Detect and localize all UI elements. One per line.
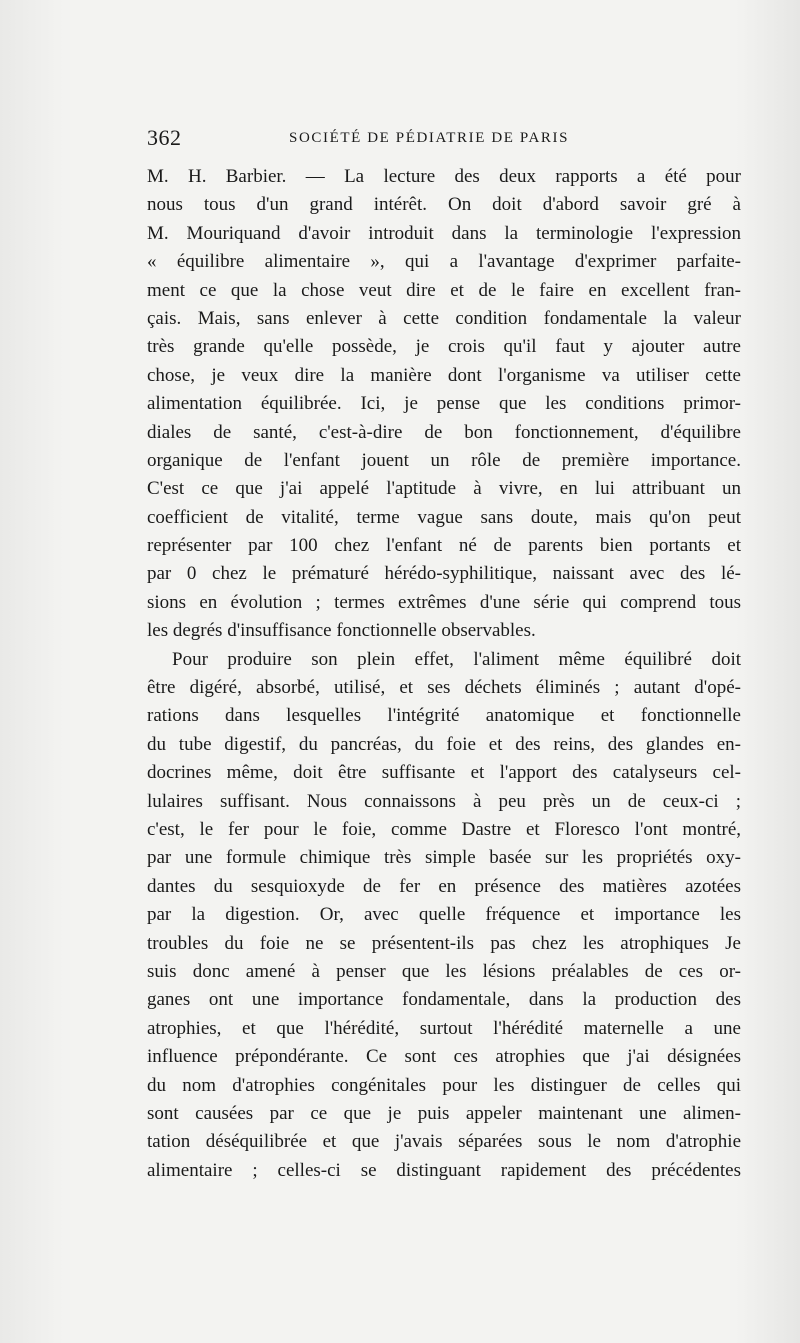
text-line: coefficient de vitalité, terme vague sans doute, mais qu'on peut (147, 506, 741, 528)
text-line: par 0 chez le prématuré hérédo-syphilitique, naissant avec des lé- (147, 563, 741, 585)
text-line: docrines même, doit être suffisante et l'apport des catalyseurs cel- (147, 762, 741, 784)
text-line: lulaires suffisant. Nous connaissons à peu près un de ceux-ci ; (147, 790, 741, 812)
text-line: nous tous d'un grand intérêt. On doit d'abord savoir gré à (147, 194, 741, 216)
text-line: atrophies, et que l'hérédité, surtout l'hérédité maternelle a une (147, 1017, 741, 1039)
text-line: « équilibre alimentaire », qui a l'avantage d'exprimer parfaite- (147, 251, 741, 273)
text-line: très grande qu'elle possède, je crois qu'il faut y ajouter autre (147, 336, 741, 358)
running-head: SOCIÉTÉ DE PÉDIATRIE DE PARIS (289, 130, 570, 146)
text-line: du nom d'atrophies congénitales pour les distinguer de celles qui (147, 1074, 741, 1096)
text-line: les degrés d'insuffisance fonctionnelle observables. (147, 620, 536, 642)
text-line: être digéré, absorbé, utilisé, et ses déchets éliminés ; autant d'opé- (147, 677, 741, 699)
body-text (147, 163, 741, 1185)
text-line: du tube digestif, du pancréas, du foie et des reins, des glandes en- (147, 733, 741, 755)
text-line: çais. Mais, sans enlever à cette condition fondamentale la valeur (147, 307, 741, 329)
text-line: suis donc amené à penser que les lésions préalables de ces or- (147, 960, 741, 982)
text-line: troubles du foie ne se présentent-ils pas chez les atrophiques Je (147, 932, 741, 954)
text-line: représenter par 100 chez l'enfant né de parents bien portants et (147, 535, 741, 557)
text-line: diales de santé, c'est-à-dire de bon fonctionnement, d'équilibre (147, 421, 741, 443)
page-number: 362 (147, 125, 182, 150)
text-line: rations dans lesquelles l'intégrité anatomique et fonctionnelle (147, 705, 741, 727)
text-line: par une formule chimique très simple basée sur les propriétés oxy- (147, 847, 741, 869)
text-line: M. H. Barbier. — La lecture des deux rapports a été pour (147, 166, 741, 187)
text-line: tation déséquilibrée et que j'avais séparées sous le nom d'atrophie (147, 1131, 741, 1153)
text-line: c'est, le fer pour le foie, comme Dastre et Floresco l'ont montré, (147, 818, 741, 840)
text-line: ganes ont une importance fondamentale, dans la production des (147, 989, 741, 1011)
text-line: dantes du sesquioxyde de fer en présence des matières azotées (147, 875, 741, 897)
text-line: sont causées par ce que je puis appeler maintenant une alimen- (147, 1102, 741, 1124)
text-line: organique de l'enfant jouent un rôle de première importance. (147, 449, 741, 471)
text-line: Pour produire son plein effet, l'aliment même équilibré doit (172, 648, 741, 670)
text-line: alimentation équilibrée. Ici, je pense que les conditions primor- (147, 393, 741, 415)
page-header (147, 125, 741, 155)
text-line: M. Mouriquand d'avoir introduit dans la terminologie l'expression (147, 222, 741, 244)
text-line: C'est ce que j'ai appelé l'aptitude à vivre, en lui attribuant un (147, 478, 741, 500)
text-line: sions en évolution ; termes extrêmes d'une série qui comprend tous (147, 591, 741, 613)
text-line: alimentaire ; celles-ci se distinguant rapidement des précédentes (147, 1159, 741, 1181)
text-line: influence prépondérante. Ce sont ces atrophies que j'ai désignées (147, 1046, 741, 1068)
text-line: par la digestion. Or, avec quelle fréquence et importance les (147, 904, 741, 926)
text-line: chose, je veux dire la manière dont l'organisme va utiliser cette (147, 364, 741, 386)
text-line: ment ce que la chose veut dire et de le faire en excellent fran- (147, 279, 741, 301)
